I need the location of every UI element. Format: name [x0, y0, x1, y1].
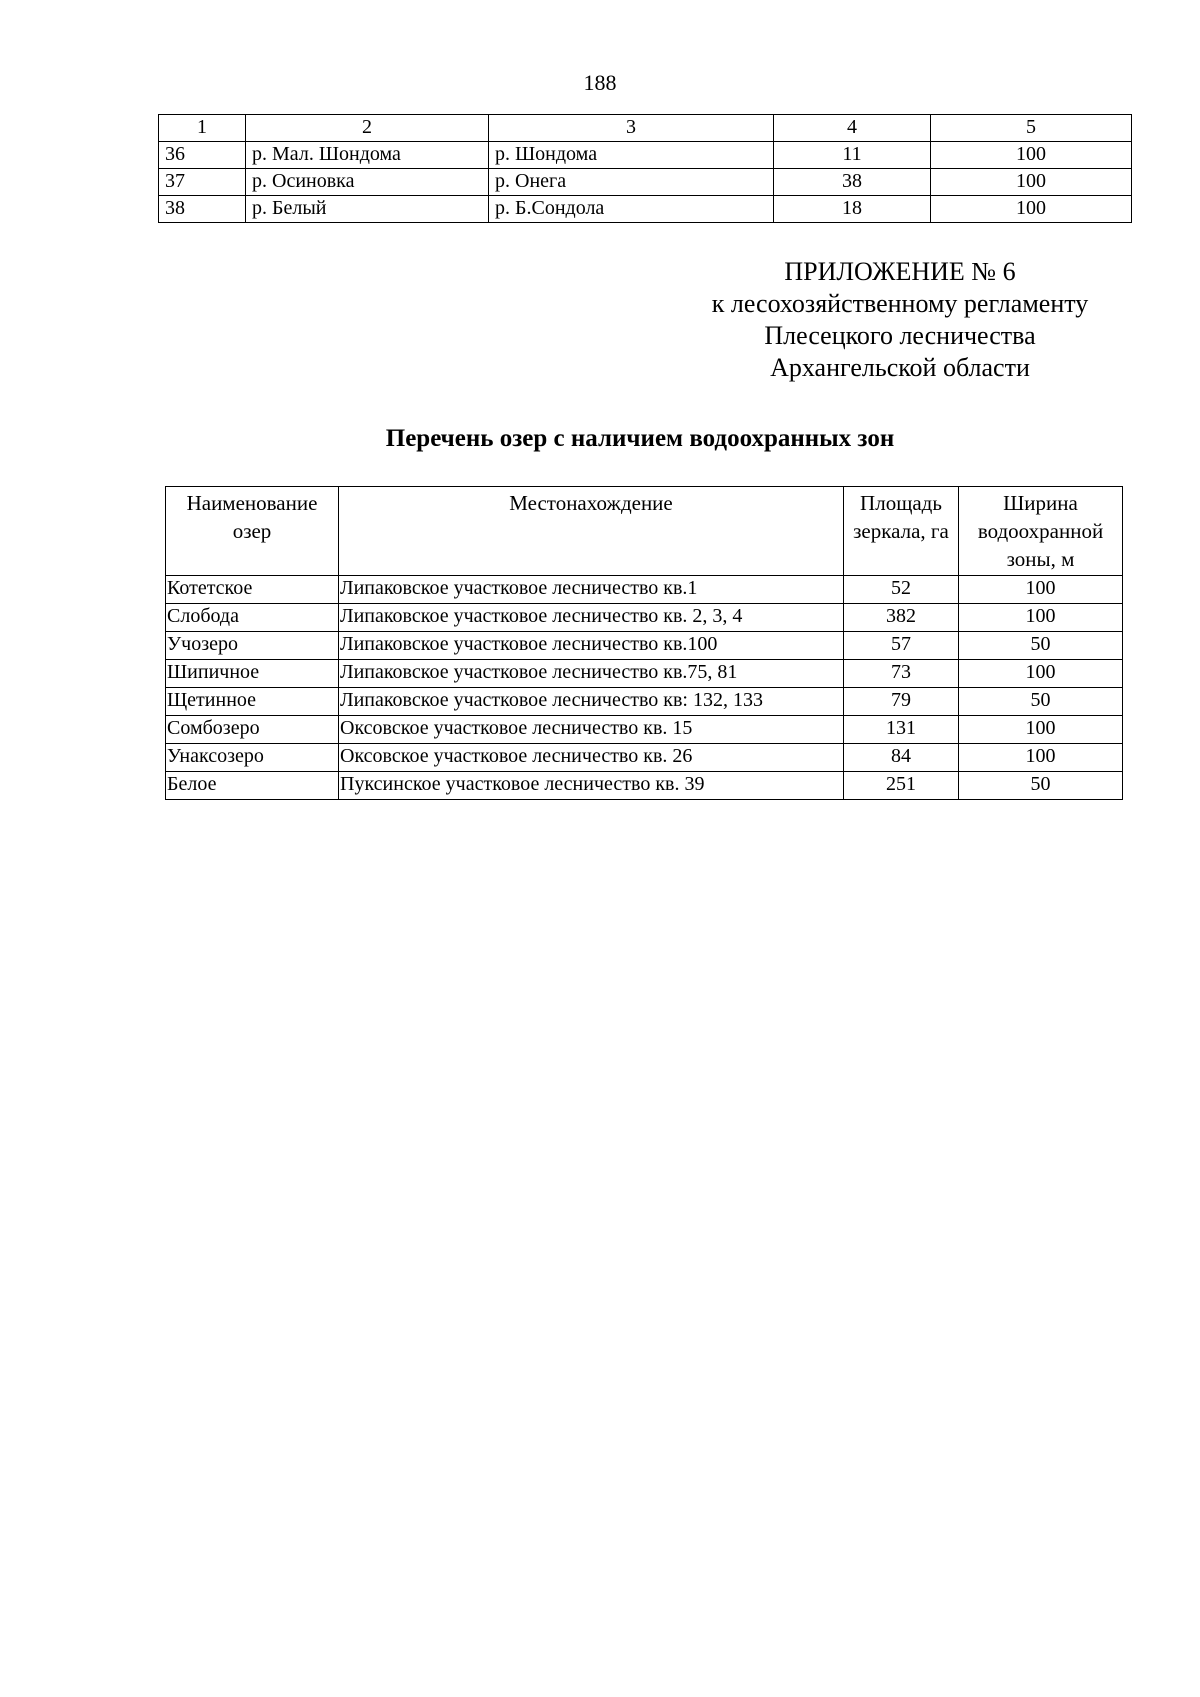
location-cell: Оксовское участковое лесничество кв. 26 — [339, 744, 844, 772]
area-cell: 57 — [844, 632, 959, 660]
header-lake-name — [166, 487, 339, 576]
header-text: Наименование — [186, 491, 318, 515]
column-number-cell: 3 — [489, 115, 774, 142]
zone-width-cell: 100 — [959, 744, 1123, 772]
header-text: зоны, м — [1006, 547, 1075, 571]
lake-name-cell: Унаксозеро — [166, 744, 339, 772]
table-row — [166, 576, 1123, 604]
zone-width-cell: 100 — [931, 196, 1132, 223]
area-cell: 73 — [844, 660, 959, 688]
header-text: озер — [232, 519, 272, 543]
area-cell: 382 — [844, 604, 959, 632]
appendix-subtitle-line: Архангельской области — [770, 353, 1030, 382]
header-text: Площадь — [860, 491, 942, 515]
appendix-subtitle-line: к лесохозяйственному регламенту — [711, 289, 1089, 318]
zone-width-cell: 100 — [931, 169, 1132, 196]
continuation-table — [158, 114, 1132, 223]
lake-name-cell: Шипичное — [166, 660, 339, 688]
river-name-cell: р. Белый — [246, 196, 489, 223]
table-row — [166, 632, 1123, 660]
area-cell: 251 — [844, 772, 959, 800]
zone-width-cell: 50 — [959, 772, 1123, 800]
column-number-cell: 1 — [159, 115, 246, 142]
tributary-of-cell: р. Шондома — [489, 142, 774, 169]
lake-name-cell: Белое — [166, 772, 339, 800]
list-title: Перечень озер с наличием водоохранных зон — [385, 425, 895, 452]
lake-name-cell: Котетское — [166, 576, 339, 604]
location-cell: Липаковское участковое лесничество кв.1 — [339, 576, 844, 604]
table-header-row — [166, 487, 1123, 576]
header-text: Местонахождение — [509, 491, 673, 515]
header-text: зеркала, га — [853, 519, 949, 543]
header-area — [844, 487, 959, 576]
zone-width-cell: 100 — [959, 576, 1123, 604]
table-row — [166, 744, 1123, 772]
table-row — [166, 688, 1123, 716]
page-number: 188 — [583, 70, 617, 95]
river-name-cell: р. Осиновка — [246, 169, 489, 196]
row-number-cell: 38 — [159, 196, 246, 223]
location-cell: Оксовское участковое лесничество кв. 15 — [339, 716, 844, 744]
zone-width-cell: 100 — [959, 604, 1123, 632]
table-row — [159, 169, 1132, 196]
zone-width-cell: 100 — [959, 716, 1123, 744]
location-cell: Липаковское участковое лесничество кв.75, 81 — [339, 660, 844, 688]
lake-name-cell: Учозеро — [166, 632, 339, 660]
header-zone-width — [959, 487, 1123, 576]
header-text: водоохранной — [977, 519, 1104, 543]
zone-width-cell: 50 — [959, 688, 1123, 716]
table-header-row — [159, 115, 1132, 142]
location-cell: Липаковское участковое лесничество кв.100 — [339, 632, 844, 660]
length-cell: 38 — [774, 169, 931, 196]
tributary-of-cell: р. Б.Сондола — [489, 196, 774, 223]
header-location — [339, 487, 844, 576]
column-number-cell: 5 — [931, 115, 1132, 142]
zone-width-cell: 50 — [959, 632, 1123, 660]
length-cell: 11 — [774, 142, 931, 169]
zone-width-cell: 100 — [931, 142, 1132, 169]
lake-name-cell: Сомбозеро — [166, 716, 339, 744]
appendix-title: ПРИЛОЖЕНИЕ № 6 — [784, 257, 1016, 286]
column-number-cell: 2 — [246, 115, 489, 142]
length-cell: 18 — [774, 196, 931, 223]
row-number-cell: 37 — [159, 169, 246, 196]
area-cell: 84 — [844, 744, 959, 772]
lake-name-cell: Слобода — [166, 604, 339, 632]
area-cell: 52 — [844, 576, 959, 604]
lakes-table — [165, 486, 1123, 800]
table-row — [159, 142, 1132, 169]
table-row — [166, 772, 1123, 800]
location-cell: Пуксинское участковое лесничество кв. 39 — [339, 772, 844, 800]
appendix-header — [650, 256, 1150, 384]
table-row — [166, 604, 1123, 632]
table-row — [159, 196, 1132, 223]
area-cell: 131 — [844, 716, 959, 744]
header-text: Ширина — [1003, 491, 1078, 515]
area-cell: 79 — [844, 688, 959, 716]
appendix-subtitle-line: Плесецкого лесничества — [764, 321, 1036, 350]
row-number-cell: 36 — [159, 142, 246, 169]
table-row — [166, 660, 1123, 688]
column-number-cell: 4 — [774, 115, 931, 142]
river-name-cell: р. Мал. Шондома — [246, 142, 489, 169]
table-row — [166, 716, 1123, 744]
tributary-of-cell: р. Онега — [489, 169, 774, 196]
lake-name-cell: Щетинное — [166, 688, 339, 716]
location-cell: Липаковское участковое лесничество кв. 2, 3, 4 — [339, 604, 844, 632]
location-cell: Липаковское участковое лесничество кв: 132, 133 — [339, 688, 844, 716]
zone-width-cell: 100 — [959, 660, 1123, 688]
